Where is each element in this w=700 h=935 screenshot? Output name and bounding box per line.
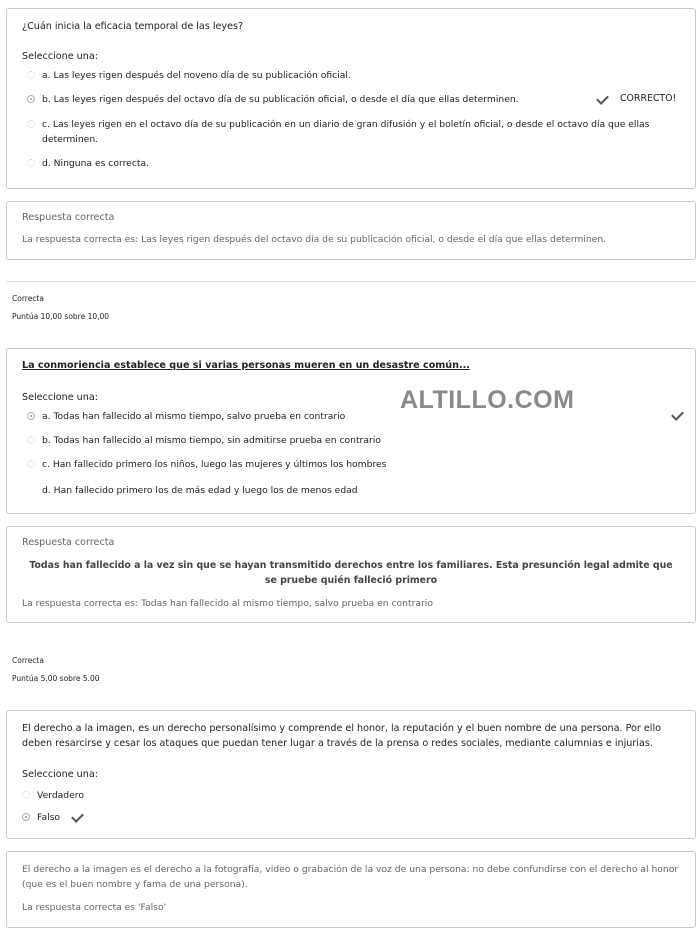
watermark-logo: ALTILLO.COM	[400, 386, 575, 414]
option-label: c. Las leyes rigen en el octavo día de su publicación en un diario de gran difusión y el boletín oficial, o desde el octavo día que ellas determinen.	[42, 119, 650, 145]
radio-button-selected[interactable]	[27, 412, 35, 420]
radio-button[interactable]	[22, 791, 30, 799]
radio-button[interactable]	[27, 71, 35, 79]
divider	[6, 281, 696, 282]
radio-button-selected[interactable]	[27, 95, 35, 103]
question-grade: Puntúa 5.00 sobre 5.00	[12, 674, 100, 683]
option-label: Verdadero	[37, 790, 84, 801]
option-label: a. Todas han fallecido al mismo tiempo, salvo prueba en contrario	[42, 411, 346, 422]
check-icon	[596, 92, 609, 105]
feedback-card-2	[6, 526, 696, 623]
option-label: d. Han fallecido primero los de más edad y luego los de menos edad	[42, 485, 358, 496]
question-text: La conmoriencia establece que si varias personas mueren en un desastre común...	[22, 360, 470, 371]
feedback-title: Respuesta correcta	[22, 537, 115, 548]
radio-button[interactable]	[27, 120, 35, 128]
feedback-card-3	[6, 851, 696, 928]
question-status: Correcta	[12, 656, 44, 665]
right-answer-text: La respuesta correcta es: Las leyes rigen después del octavo día de su publicación oficial, o desde el día que ellas determinen.	[22, 234, 607, 245]
feedback-title: Respuesta correcta	[22, 212, 115, 223]
radio-button[interactable]	[27, 460, 35, 468]
radio-button[interactable]	[27, 436, 35, 444]
option-label: Falso	[37, 812, 61, 823]
radio-button[interactable]	[27, 159, 35, 167]
option-label: d. Ninguna es correcta.	[42, 158, 150, 169]
check-icon	[671, 408, 684, 421]
option-label: b. Las leyes rigen después del octavo día de su publicación oficial, o desde el día que ellas determinen.	[42, 94, 519, 105]
feedback-card-1	[6, 201, 696, 260]
feedback-explanation: El derecho a la imagen es el derecho a la fotografía, video o grabación de la voz de una persona: no debe confundirse con el derecho al honor (que es el buen nombre y fama de una persona).	[22, 864, 679, 890]
option-label: b. Todas han fallecido al mismo tiempo, sin admitirse prueba en contrario	[42, 435, 381, 446]
question-text: El derecho a la imagen, es un derecho personalísimo y comprende el honor, la reputación y el buen nombre de una persona. Por ello deben resarcirse y cesar los ataques que puedan tener lugar a través de la prensa o redes sociales, mediante calumnias e injurias.	[22, 723, 661, 749]
option-label: a. Las leyes rigen después del noveno día de su publicación oficial.	[42, 70, 351, 81]
question-status: Correcta	[12, 294, 44, 303]
question-text: ¿Cuán inicia la eficacia temporal de las leyes?	[22, 21, 244, 32]
radio-button-selected[interactable]	[22, 813, 30, 821]
question-grade: Puntúa 10,00 sobre 10,00	[12, 312, 110, 321]
select-one-prompt: Seleccione una:	[22, 392, 98, 403]
right-answer-text: La respuesta correcta es 'Falso'	[22, 902, 167, 913]
option-label: c. Han fallecido primero los niños, luego las mujeres y últimos los hombres	[42, 459, 387, 470]
question-card-3	[6, 710, 696, 839]
question-card-2	[6, 348, 696, 514]
question-card-1	[6, 8, 696, 189]
right-answer-text: La respuesta correcta es: Todas han fallecido al mismo tiempo, salvo prueba en contrario	[22, 598, 433, 609]
select-one-prompt: Seleccione una:	[22, 51, 98, 62]
feedback-explanation: Todas han fallecido a la vez sin que se hayan transmitido derechos entre los familiares. Esta presunción legal admite que se pruebe quién falleció primero	[29, 560, 673, 586]
select-one-prompt: Seleccione una:	[22, 769, 98, 780]
correct-label: CORRECTO!	[620, 93, 677, 104]
